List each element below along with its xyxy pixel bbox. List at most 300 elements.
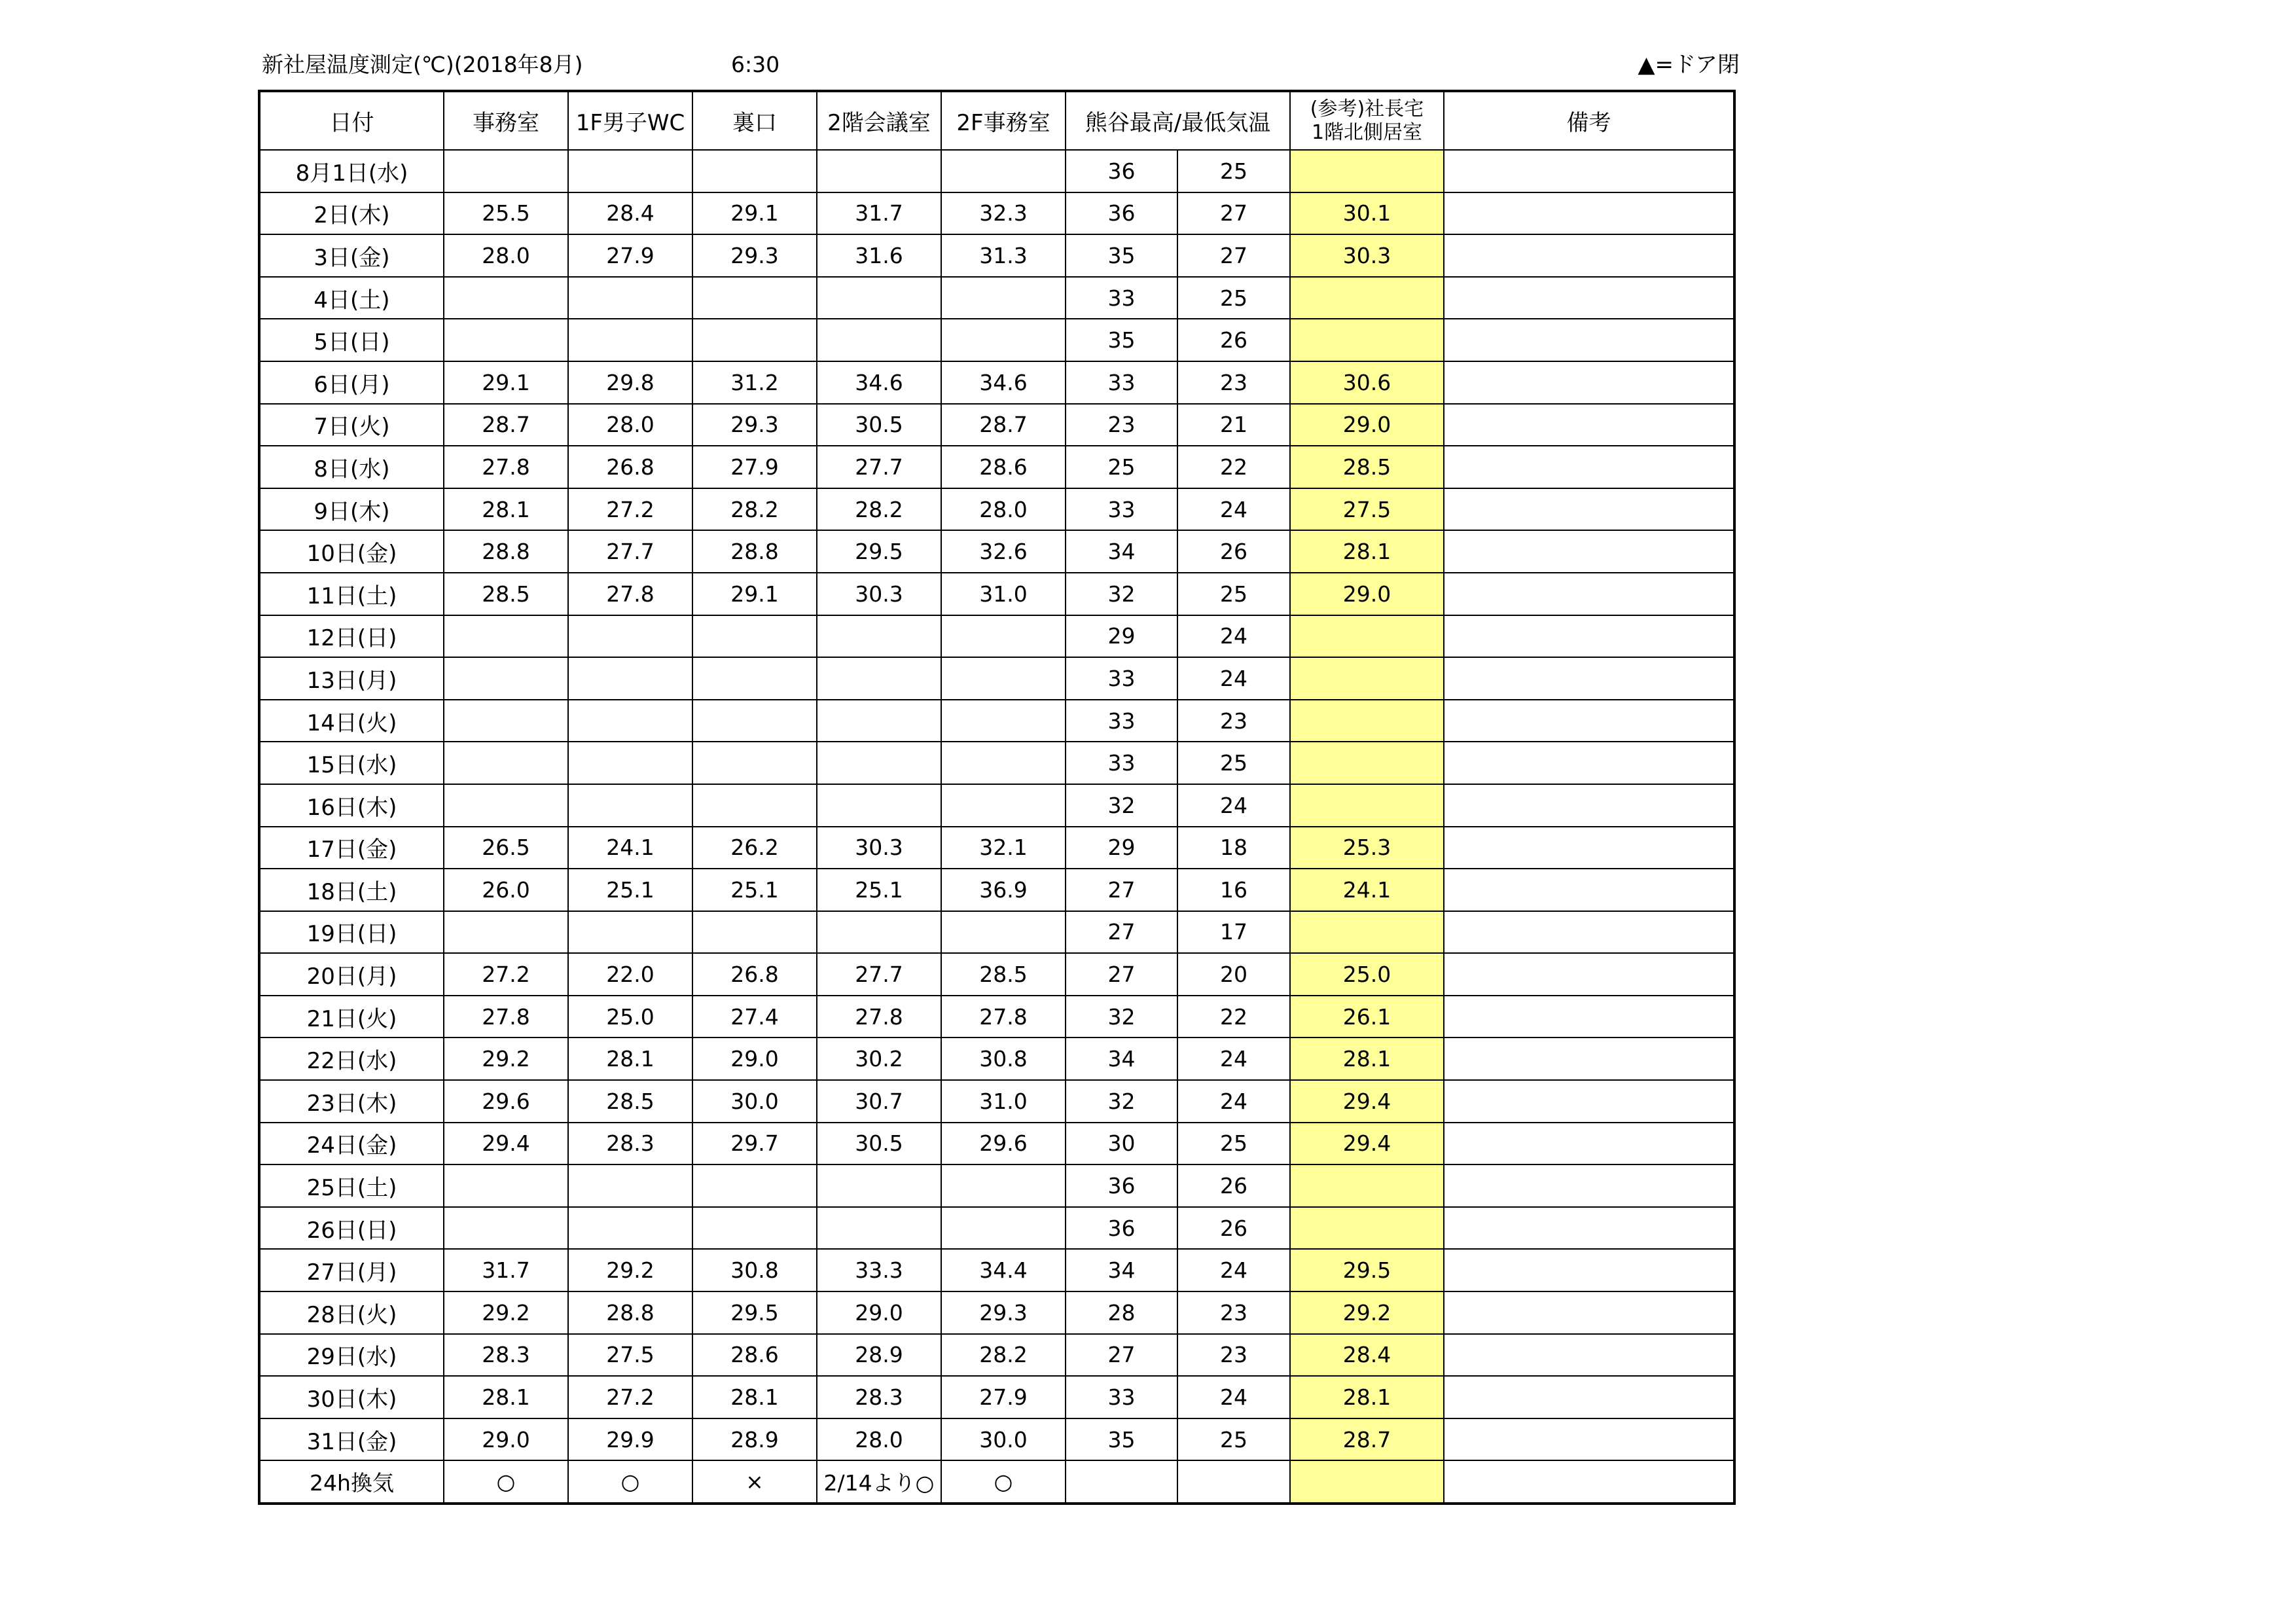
note-cell <box>1444 1038 1734 1080</box>
office2f-cell: 30.0 <box>941 1418 1066 1461</box>
meeting2f-cell <box>817 657 941 700</box>
date-cell: 18日(土) <box>259 869 444 911</box>
date-cell: 19日(日) <box>259 911 444 954</box>
office2f-cell: 32.3 <box>941 192 1066 235</box>
table-row <box>259 234 1734 277</box>
wc1f-cell: 28.0 <box>568 404 692 446</box>
min-temp-cell: 26 <box>1177 1207 1290 1250</box>
wc1f-cell: 24.1 <box>568 827 692 869</box>
max-temp-cell: 23 <box>1066 404 1177 446</box>
office-cell: 29.0 <box>444 1418 568 1461</box>
office2f-cell: 31.0 <box>941 1080 1066 1123</box>
meeting2f-cell: 28.3 <box>817 1376 941 1418</box>
date-cell: 28日(火) <box>259 1291 444 1334</box>
back-cell <box>692 615 817 658</box>
table-row <box>259 530 1734 573</box>
col-header-kumagaya: 熊谷最高/最低気温 <box>1066 91 1290 150</box>
table-row <box>259 1080 1734 1123</box>
wc1f-cell: 29.8 <box>568 361 692 404</box>
min-temp-cell: 25 <box>1177 742 1290 784</box>
date-cell: 13日(月) <box>259 657 444 700</box>
max-temp-cell: 32 <box>1066 996 1177 1038</box>
ref-cell <box>1290 911 1444 954</box>
meeting2f-cell <box>817 615 941 658</box>
min-temp-cell: 24 <box>1177 784 1290 827</box>
max-temp-cell: 27 <box>1066 953 1177 996</box>
wc1f-cell: 27.2 <box>568 1376 692 1418</box>
max-temp-cell: 34 <box>1066 1038 1177 1080</box>
meeting2f-cell: 31.7 <box>817 192 941 235</box>
office-cell: ○ <box>444 1460 568 1504</box>
ref-cell: 29.0 <box>1290 573 1444 615</box>
date-cell: 23日(木) <box>259 1080 444 1123</box>
table-row <box>259 911 1734 954</box>
meeting2f-cell <box>817 742 941 784</box>
office-cell <box>444 150 568 192</box>
back-cell: 29.1 <box>692 573 817 615</box>
back-cell: 25.1 <box>692 869 817 911</box>
ref-cell: 29.4 <box>1290 1080 1444 1123</box>
date-cell: 12日(日) <box>259 615 444 658</box>
table-row <box>259 319 1734 361</box>
meeting2f-cell: 31.6 <box>817 234 941 277</box>
min-temp-cell: 26 <box>1177 319 1290 361</box>
date-cell: 20日(月) <box>259 953 444 996</box>
office2f-cell: 29.3 <box>941 1291 1066 1334</box>
max-temp-cell: 28 <box>1066 1291 1177 1334</box>
office-cell: 29.4 <box>444 1123 568 1165</box>
date-cell: 11日(土) <box>259 573 444 615</box>
wc1f-cell: 28.5 <box>568 1080 692 1123</box>
ref-header-line1: (参考)社長宅 <box>1310 97 1424 120</box>
ref-cell: 30.1 <box>1290 192 1444 235</box>
date-cell: 30日(木) <box>259 1376 444 1418</box>
min-temp-cell <box>1177 1460 1290 1504</box>
office-cell <box>444 657 568 700</box>
back-cell: 29.0 <box>692 1038 817 1080</box>
note-cell <box>1444 319 1734 361</box>
office-cell: 27.2 <box>444 953 568 996</box>
back-cell: 28.8 <box>692 530 817 573</box>
table-row <box>259 1418 1734 1461</box>
date-cell: 10日(金) <box>259 530 444 573</box>
back-cell: 31.2 <box>692 361 817 404</box>
max-temp-cell: 36 <box>1066 192 1177 235</box>
wc1f-cell <box>568 742 692 784</box>
date-cell: 8日(水) <box>259 446 444 488</box>
office2f-cell: 28.2 <box>941 1334 1066 1377</box>
note-cell <box>1444 1460 1734 1504</box>
col-header-office2f: 2F事務室 <box>941 91 1066 150</box>
note-cell <box>1444 1080 1734 1123</box>
meeting2f-cell: 27.7 <box>817 446 941 488</box>
date-cell: 2日(木) <box>259 192 444 235</box>
office2f-cell <box>941 911 1066 954</box>
note-cell <box>1444 615 1734 658</box>
office-cell: 27.8 <box>444 446 568 488</box>
back-cell <box>692 911 817 954</box>
note-cell <box>1444 784 1734 827</box>
table-row <box>259 1334 1734 1377</box>
wc1f-cell <box>568 319 692 361</box>
meeting2f-cell: 30.3 <box>817 827 941 869</box>
col-header-date: 日付 <box>259 91 444 150</box>
ref-cell: 29.0 <box>1290 404 1444 446</box>
table-row <box>259 742 1734 784</box>
meeting2f-cell: 29.5 <box>817 530 941 573</box>
max-temp-cell: 30 <box>1066 1123 1177 1165</box>
meeting2f-cell <box>817 277 941 319</box>
min-temp-cell: 23 <box>1177 361 1290 404</box>
meeting2f-cell: 27.7 <box>817 953 941 996</box>
wc1f-cell <box>568 657 692 700</box>
note-cell <box>1444 488 1734 531</box>
min-temp-cell: 24 <box>1177 657 1290 700</box>
date-cell: 24日(金) <box>259 1123 444 1165</box>
ref-cell: 25.3 <box>1290 827 1444 869</box>
note-cell <box>1444 657 1734 700</box>
max-temp-cell: 32 <box>1066 573 1177 615</box>
office-cell <box>444 277 568 319</box>
office2f-cell <box>941 615 1066 658</box>
wc1f-cell: 22.0 <box>568 953 692 996</box>
table-row <box>259 827 1734 869</box>
min-temp-cell: 25 <box>1177 1123 1290 1165</box>
date-cell: 31日(金) <box>259 1418 444 1461</box>
min-temp-cell: 24 <box>1177 1376 1290 1418</box>
table-row <box>259 1038 1734 1080</box>
date-cell: 21日(火) <box>259 996 444 1038</box>
office-cell: 28.1 <box>444 488 568 531</box>
meeting2f-cell: 2/14より○ <box>817 1460 941 1504</box>
ventilation-row <box>259 1460 1734 1504</box>
office-cell: 25.5 <box>444 192 568 235</box>
office2f-cell: 31.3 <box>941 234 1066 277</box>
meeting2f-cell: 30.5 <box>817 1123 941 1165</box>
back-cell: 28.1 <box>692 1376 817 1418</box>
wc1f-cell: 27.2 <box>568 488 692 531</box>
back-cell: 26.2 <box>692 827 817 869</box>
date-cell: 15日(水) <box>259 742 444 784</box>
back-cell <box>692 150 817 192</box>
date-cell: 3日(金) <box>259 234 444 277</box>
note-cell <box>1444 1334 1734 1377</box>
wc1f-cell: 29.2 <box>568 1249 692 1291</box>
max-temp-cell: 33 <box>1066 1376 1177 1418</box>
note-cell <box>1444 573 1734 615</box>
ref-cell: 29.4 <box>1290 1123 1444 1165</box>
max-temp-cell: 27 <box>1066 869 1177 911</box>
wc1f-cell: 28.1 <box>568 1038 692 1080</box>
table-row <box>259 1164 1734 1207</box>
max-temp-cell: 29 <box>1066 615 1177 658</box>
col-header-office: 事務室 <box>444 91 568 150</box>
back-cell: × <box>692 1460 817 1504</box>
table-row <box>259 784 1734 827</box>
office2f-cell: 27.8 <box>941 996 1066 1038</box>
min-temp-cell: 22 <box>1177 996 1290 1038</box>
max-temp-cell: 33 <box>1066 657 1177 700</box>
note-cell <box>1444 911 1734 954</box>
back-cell: 28.2 <box>692 488 817 531</box>
wc1f-cell: 27.7 <box>568 530 692 573</box>
col-header-meeting2f: 2階会議室 <box>817 91 941 150</box>
wc1f-cell: 28.8 <box>568 1291 692 1334</box>
table-row <box>259 1207 1734 1250</box>
max-temp-cell: 29 <box>1066 827 1177 869</box>
date-cell: 16日(木) <box>259 784 444 827</box>
back-cell <box>692 277 817 319</box>
office-cell <box>444 615 568 658</box>
table-row <box>259 1123 1734 1165</box>
date-cell: 9日(木) <box>259 488 444 531</box>
note-cell <box>1444 1376 1734 1418</box>
office2f-cell: 28.6 <box>941 446 1066 488</box>
office2f-cell: 30.8 <box>941 1038 1066 1080</box>
office2f-cell <box>941 319 1066 361</box>
ref-cell: 28.1 <box>1290 1376 1444 1418</box>
back-cell: 30.8 <box>692 1249 817 1291</box>
max-temp-cell: 25 <box>1066 446 1177 488</box>
meeting2f-cell <box>817 1164 941 1207</box>
min-temp-cell: 24 <box>1177 1080 1290 1123</box>
office-cell: 28.1 <box>444 1376 568 1418</box>
max-temp-cell: 33 <box>1066 361 1177 404</box>
back-cell: 30.0 <box>692 1080 817 1123</box>
back-cell: 29.7 <box>692 1123 817 1165</box>
meeting2f-cell <box>817 150 941 192</box>
wc1f-cell <box>568 1164 692 1207</box>
max-temp-cell: 36 <box>1066 1207 1177 1250</box>
meeting2f-cell <box>817 911 941 954</box>
wc1f-cell: 27.9 <box>568 234 692 277</box>
ref-cell: 28.1 <box>1290 1038 1444 1080</box>
note-cell <box>1444 530 1734 573</box>
max-temp-cell: 27 <box>1066 911 1177 954</box>
ref-cell: 28.7 <box>1290 1418 1444 1461</box>
back-cell <box>692 657 817 700</box>
office2f-cell: 28.7 <box>941 404 1066 446</box>
min-temp-cell: 24 <box>1177 1249 1290 1291</box>
wc1f-cell: 27.5 <box>568 1334 692 1377</box>
back-cell <box>692 1207 817 1250</box>
meeting2f-cell: 28.2 <box>817 488 941 531</box>
ref-cell <box>1290 615 1444 658</box>
office2f-cell <box>941 277 1066 319</box>
max-temp-cell: 33 <box>1066 700 1177 742</box>
table-row <box>259 1249 1734 1291</box>
table-row <box>259 869 1734 911</box>
min-temp-cell: 23 <box>1177 700 1290 742</box>
office-cell <box>444 1164 568 1207</box>
table-row <box>259 488 1734 531</box>
ref-cell <box>1290 700 1444 742</box>
meeting2f-cell <box>817 700 941 742</box>
office-cell: 26.5 <box>444 827 568 869</box>
wc1f-cell <box>568 700 692 742</box>
col-header-back: 裏口 <box>692 91 817 150</box>
office-cell: 27.8 <box>444 996 568 1038</box>
meeting2f-cell: 34.6 <box>817 361 941 404</box>
table-row <box>259 657 1734 700</box>
note-cell <box>1444 869 1734 911</box>
table-row <box>259 277 1734 319</box>
office-cell: 29.1 <box>444 361 568 404</box>
max-temp-cell: 36 <box>1066 150 1177 192</box>
office-cell: 28.0 <box>444 234 568 277</box>
wc1f-cell <box>568 784 692 827</box>
max-temp-cell: 35 <box>1066 319 1177 361</box>
note-cell <box>1444 827 1734 869</box>
sheet-title: 新社屋温度測定(℃)(2018年8月) <box>262 52 583 77</box>
back-cell: 26.8 <box>692 953 817 996</box>
meeting2f-cell: 27.8 <box>817 996 941 1038</box>
ref-cell <box>1290 277 1444 319</box>
office2f-cell: 27.9 <box>941 1376 1066 1418</box>
office2f-cell: 34.4 <box>941 1249 1066 1291</box>
office-cell <box>444 319 568 361</box>
office-cell: 31.7 <box>444 1249 568 1291</box>
ref-cell: 30.6 <box>1290 361 1444 404</box>
office2f-cell: 36.9 <box>941 869 1066 911</box>
meeting2f-cell: 30.7 <box>817 1080 941 1123</box>
office2f-cell: 31.0 <box>941 573 1066 615</box>
wc1f-cell: 25.1 <box>568 869 692 911</box>
table-row <box>259 446 1734 488</box>
table-row <box>259 1291 1734 1334</box>
note-cell <box>1444 700 1734 742</box>
col-header-wc1f: 1F男子WC <box>568 91 692 150</box>
meeting2f-cell: 30.2 <box>817 1038 941 1080</box>
ref-cell <box>1290 742 1444 784</box>
max-temp-cell: 35 <box>1066 1418 1177 1461</box>
office-cell: 28.8 <box>444 530 568 573</box>
min-temp-cell: 25 <box>1177 150 1290 192</box>
max-temp-cell: 33 <box>1066 488 1177 531</box>
min-temp-cell: 23 <box>1177 1291 1290 1334</box>
note-cell <box>1444 234 1734 277</box>
note-cell <box>1444 1418 1734 1461</box>
date-cell: 7日(火) <box>259 404 444 446</box>
date-cell: 27日(月) <box>259 1249 444 1291</box>
office2f-cell: 29.6 <box>941 1123 1066 1165</box>
meeting2f-cell <box>817 1207 941 1250</box>
note-cell <box>1444 953 1734 996</box>
legend-door-closed: ▲=ドア閉 <box>1638 52 1740 78</box>
date-cell: 17日(金) <box>259 827 444 869</box>
date-cell: 6日(月) <box>259 361 444 404</box>
date-cell: 24h換気 <box>259 1460 444 1504</box>
table-body <box>259 150 1734 1504</box>
note-cell <box>1444 404 1734 446</box>
min-temp-cell: 24 <box>1177 1038 1290 1080</box>
back-cell: 29.3 <box>692 404 817 446</box>
office2f-cell: ○ <box>941 1460 1066 1504</box>
wc1f-cell: 27.8 <box>568 573 692 615</box>
ref-cell <box>1290 657 1444 700</box>
temperature-table <box>258 90 1736 1505</box>
ref-cell: 29.2 <box>1290 1291 1444 1334</box>
ref-cell <box>1290 150 1444 192</box>
ref-cell <box>1290 1207 1444 1250</box>
wc1f-cell: 28.3 <box>568 1123 692 1165</box>
min-temp-cell: 24 <box>1177 488 1290 531</box>
note-cell <box>1444 446 1734 488</box>
min-temp-cell: 27 <box>1177 234 1290 277</box>
office-cell: 28.5 <box>444 573 568 615</box>
back-cell <box>692 700 817 742</box>
col-header-ref <box>1290 91 1444 150</box>
ref-cell: 25.0 <box>1290 953 1444 996</box>
ref-header-line2: 1階北側居室 <box>1311 120 1423 144</box>
note-cell <box>1444 150 1734 192</box>
office-cell: 29.6 <box>444 1080 568 1123</box>
wc1f-cell <box>568 615 692 658</box>
note-cell <box>1444 1291 1734 1334</box>
back-cell <box>692 742 817 784</box>
date-cell: 25日(土) <box>259 1164 444 1207</box>
max-temp-cell: 34 <box>1066 530 1177 573</box>
wc1f-cell: 26.8 <box>568 446 692 488</box>
office2f-cell <box>941 150 1066 192</box>
office2f-cell <box>941 742 1066 784</box>
office-cell <box>444 911 568 954</box>
wc1f-cell <box>568 150 692 192</box>
min-temp-cell: 26 <box>1177 530 1290 573</box>
office2f-cell <box>941 700 1066 742</box>
max-temp-cell: 32 <box>1066 1080 1177 1123</box>
table-row <box>259 150 1734 192</box>
office-cell <box>444 742 568 784</box>
min-temp-cell: 18 <box>1177 827 1290 869</box>
back-cell: 27.4 <box>692 996 817 1038</box>
max-temp-cell: 33 <box>1066 277 1177 319</box>
meeting2f-cell: 33.3 <box>817 1249 941 1291</box>
wc1f-cell <box>568 911 692 954</box>
office2f-cell <box>941 1207 1066 1250</box>
note-cell <box>1444 1207 1734 1250</box>
meeting2f-cell: 30.5 <box>817 404 941 446</box>
ref-cell <box>1290 319 1444 361</box>
measurement-time: 6:30 <box>731 52 780 77</box>
meeting2f-cell: 29.0 <box>817 1291 941 1334</box>
table-row <box>259 404 1734 446</box>
ref-cell <box>1290 1460 1444 1504</box>
note-cell <box>1444 996 1734 1038</box>
date-cell: 22日(水) <box>259 1038 444 1080</box>
ref-cell: 26.1 <box>1290 996 1444 1038</box>
ref-cell: 28.5 <box>1290 446 1444 488</box>
table-row <box>259 573 1734 615</box>
office2f-cell: 28.0 <box>941 488 1066 531</box>
max-temp-cell: 35 <box>1066 234 1177 277</box>
min-temp-cell: 26 <box>1177 1164 1290 1207</box>
date-cell: 26日(日) <box>259 1207 444 1250</box>
min-temp-cell: 25 <box>1177 573 1290 615</box>
table-row <box>259 953 1734 996</box>
office-cell <box>444 1207 568 1250</box>
date-cell: 8月1日(水) <box>259 150 444 192</box>
office-cell: 28.3 <box>444 1334 568 1377</box>
min-temp-cell: 21 <box>1177 404 1290 446</box>
wc1f-cell: 29.9 <box>568 1418 692 1461</box>
note-cell <box>1444 742 1734 784</box>
back-cell: 29.1 <box>692 192 817 235</box>
back-cell <box>692 319 817 361</box>
min-temp-cell: 16 <box>1177 869 1290 911</box>
wc1f-cell <box>568 1207 692 1250</box>
note-cell <box>1444 1123 1734 1165</box>
